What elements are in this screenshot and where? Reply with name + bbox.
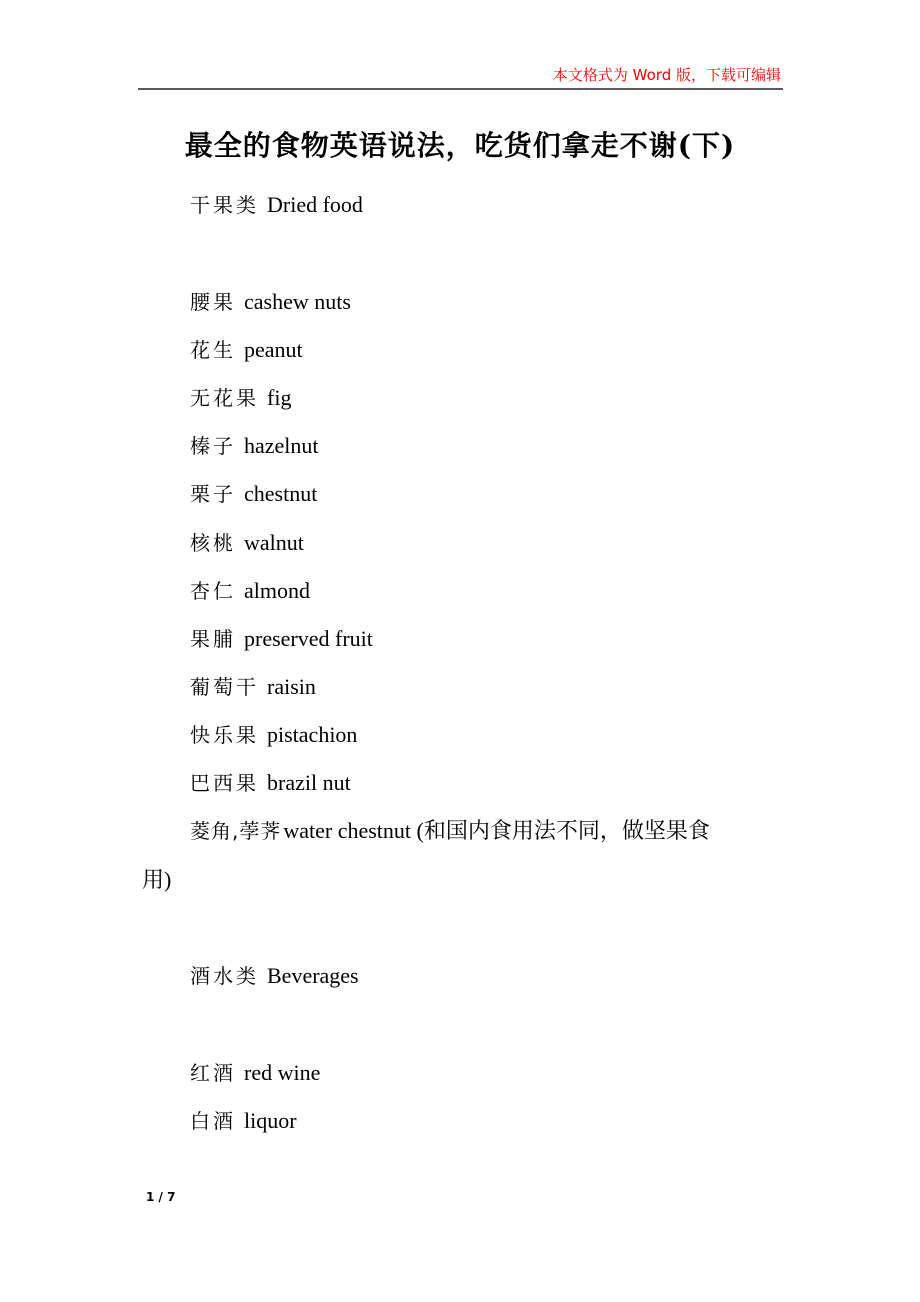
item-en: peanut [244, 337, 303, 362]
item-en: preserved fruit [244, 626, 373, 651]
item-en: red wine [244, 1060, 321, 1085]
item-zh: 快乐果 [190, 723, 259, 747]
item-zh: 无花果 [190, 386, 259, 410]
item-en: almond [244, 578, 310, 603]
list-item [190, 1107, 297, 1135]
list-item-continuation: 用) [142, 867, 172, 892]
item-en: hazelnut [244, 433, 319, 458]
list-item [190, 1059, 320, 1087]
header-divider [138, 88, 783, 90]
heading-zh: 酒水类 [190, 964, 259, 988]
item-zh: 巴西果 [190, 771, 259, 795]
list-item [190, 336, 303, 364]
section-heading-dried-food [190, 191, 363, 219]
item-zh: 腰果 [190, 290, 236, 314]
list-item [190, 625, 373, 653]
page-number: 1 / 7 [146, 1190, 176, 1204]
list-item [190, 721, 357, 749]
list-item [190, 432, 319, 460]
list-item [190, 288, 351, 316]
item-zh: 栗子 [190, 482, 236, 506]
item-zh: 菱角,荸荠 [190, 819, 282, 843]
list-item [190, 769, 351, 797]
item-en: water chestnut (和国内食用法不同，做坚果食 [283, 818, 710, 843]
item-zh: 果脯 [190, 627, 236, 651]
item-en: chestnut [244, 481, 318, 506]
item-en: cashew nuts [244, 289, 351, 314]
page-title: 最全的食物英语说法，吃货们拿走不谢(下) [184, 129, 736, 162]
heading-en: Dried food [267, 192, 363, 217]
header-note: 本文格式为 Word 版，下载可编辑 [552, 66, 781, 84]
item-en: liquor [244, 1108, 297, 1133]
item-en: raisin [267, 674, 316, 699]
list-item [190, 817, 710, 845]
item-zh: 核桃 [190, 531, 236, 555]
item-zh: 白酒 [190, 1109, 236, 1133]
item-zh: 杏仁 [190, 579, 236, 603]
list-item [190, 480, 317, 508]
heading-zh: 干果类 [190, 193, 259, 217]
item-zh: 榛子 [190, 434, 236, 458]
heading-en: Beverages [267, 963, 359, 988]
item-en: pistachion [267, 722, 358, 747]
list-item [190, 529, 304, 557]
list-item [190, 384, 291, 412]
item-en: walnut [244, 530, 304, 555]
item-en: brazil nut [267, 770, 351, 795]
list-item [190, 673, 316, 701]
section-heading-beverages [190, 962, 359, 990]
item-zh: 花生 [190, 338, 236, 362]
item-zh: 葡萄干 [190, 675, 259, 699]
item-zh: 红酒 [190, 1061, 236, 1085]
list-item [190, 577, 310, 605]
item-en: fig [267, 385, 292, 410]
